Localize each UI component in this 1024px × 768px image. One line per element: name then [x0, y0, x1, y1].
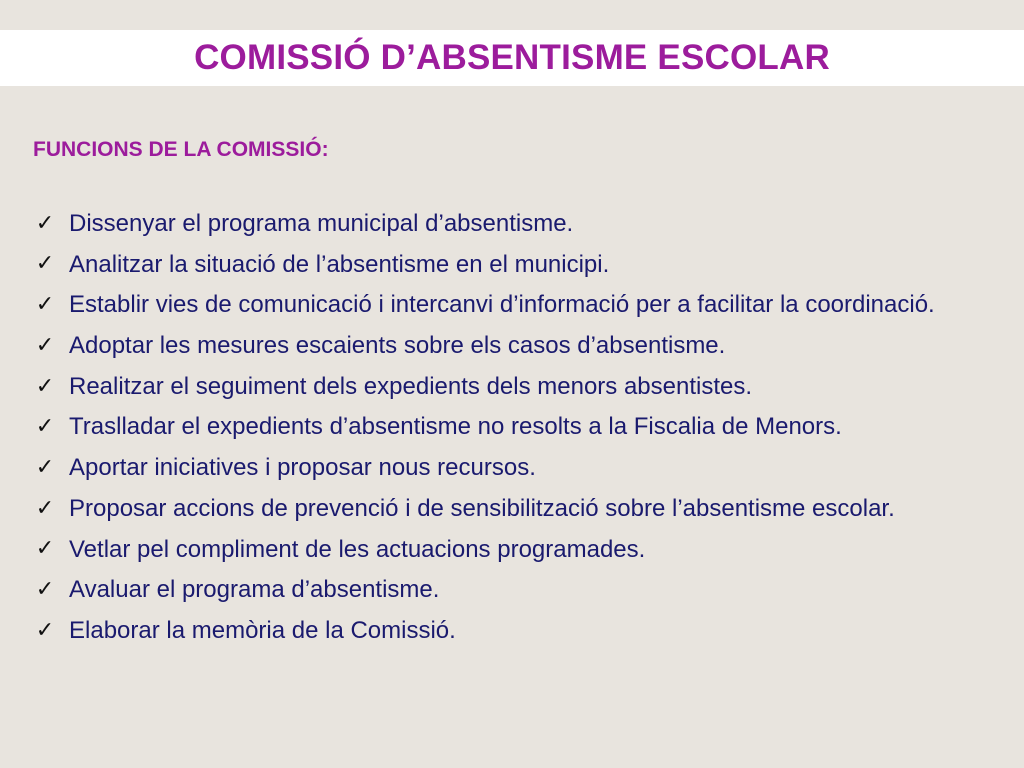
slide-title: COMISSIÓ D’ABSENTISME ESCOLAR: [194, 38, 830, 77]
list-item: [32, 451, 998, 485]
list-item: [32, 288, 998, 322]
checkmark-icon: ✓: [35, 536, 55, 562]
checkmark-icon: ✓: [35, 617, 55, 643]
list-item-text: Aportar iniciatives i proposar nous recursos.: [69, 454, 536, 482]
list-item-text: Analitzar la situació de l’absentisme en el municipi.: [69, 250, 610, 278]
checkmark-icon: ✓: [35, 251, 55, 277]
section-subtitle: FUNCIONS DE LA COMISSIÓ:: [33, 138, 329, 161]
list-item: [32, 410, 998, 444]
checkmark-icon: ✓: [35, 414, 55, 440]
list-item-text: Avaluar el programa d’absentisme.: [69, 576, 440, 604]
list-item: [32, 370, 998, 404]
list-item-text: Traslladar el expedients d’absentisme no resolts a la Fiscalia de Menors.: [69, 413, 842, 441]
checkmark-icon: ✓: [35, 495, 55, 521]
checkmark-icon: ✓: [35, 454, 55, 480]
list-item: [32, 573, 998, 607]
list-item: [32, 533, 998, 567]
list-item: [32, 614, 998, 648]
list-item-text: Dissenyar el programa municipal d’absentisme.: [69, 210, 574, 237]
list-item-text: Adoptar les mesures escaients sobre els casos d’absentisme.: [69, 332, 726, 360]
checkmark-icon: ✓: [35, 576, 55, 602]
functions-list: [32, 207, 998, 655]
checkmark-icon: ✓: [35, 292, 55, 318]
list-item: [32, 248, 998, 282]
list-item: [32, 329, 998, 363]
checkmark-icon: ✓: [35, 373, 55, 399]
list-item: [32, 207, 998, 241]
list-item-text: Establir vies de comunicació i intercanvi d’informació per a facilitar la coordinació.: [69, 291, 935, 319]
checkmark-icon: ✓: [35, 332, 55, 358]
list-item-text: Realitzar el seguiment dels expedients dels menors absentistes.: [69, 372, 753, 400]
list-item-text: Proposar accions de prevenció i de sensibilització sobre l’absentisme escolar.: [69, 494, 895, 522]
list-item: [32, 492, 998, 526]
list-item-text: Elaborar la memòria de la Comissió.: [69, 616, 456, 644]
checkmark-icon: ✓: [35, 210, 55, 236]
list-item-text: Vetlar pel compliment de les actuacions programades.: [69, 535, 646, 563]
